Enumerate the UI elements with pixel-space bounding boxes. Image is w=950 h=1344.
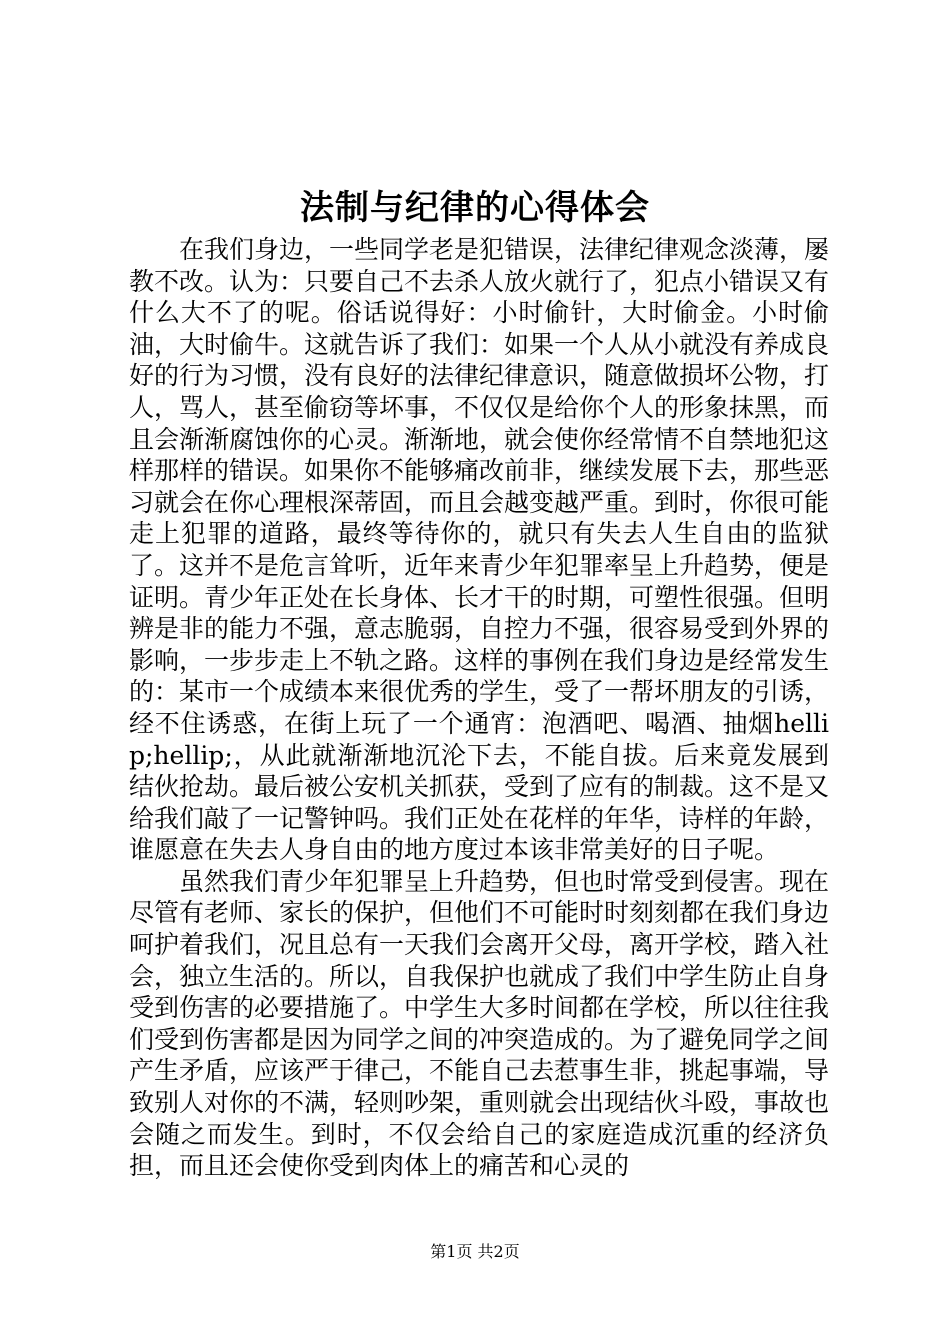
document-body <box>129 234 829 1182</box>
page-number-footer: 第1页 共2页 <box>430 1242 520 1261</box>
paragraph-2: 虽然我们青少年犯罪呈上升趋势，但也时常受到侵害。现在尽管有老师、家长的保护，但他们不可能时时刻刻都在我们身边呵护着我们，况且总有一天我们会离开父母，离开学校，踏入社会，独立生活的。所以，自我保护也就成了我们中学生防止自身受到伤害的必要措施了。中学生大多时间都在学校，所以往往我们受到伤害都是因为同学之间的冲突造成的。为了避免同学之间产生矛盾，应该严于律己，不能自己去惹事生非，挑起事端，导致别人对你的不满，轻则吵架，重则就会出现结伙斗殴，事故也会随之而发生。到时，不仅会给自己的家庭造成沉重的经济负担，而且还会使你受到肉体上的痛苦和心灵的 <box>129 866 830 1181</box>
document-title: 法制与纪律的心得体会 <box>300 188 650 228</box>
paragraph-1: 在我们身边，一些同学老是犯错误，法律纪律观念淡薄，屡教不改。认为：只要自己不去杀人放火就行了，犯点小错误又有什么大不了的呢。俗话说得好：小时偷针，大时偷金。小时偷油，大时偷牛。这就告诉了我们：如果一个人从小就没有养成良好的行为习惯，没有良好的法律纪律意识，随意做损坏公物，打人，骂人，甚至偷窃等坏事，不仅仅是给你个人的形象抹黑，而且会渐渐腐蚀你的心灵。渐渐地，就会使你经常情不自禁地犯这样那样的错误。如果你不能够痛改前非，继续发展下去，那些恶习就会在你心理根深蒂固，而且会越变越严重。到时，你很可能走上犯罪的道路，最终等待你的，就只有失去人生自由的监狱了。这并不是危言耸听，近年来青少年犯罪率呈上升趋势，便是证明。青少年正处在长身体、长才干的时期，可塑性很强。但明辨是非的能力不强，意志脆弱，自控力不强，很容易受到外界的影响，一步步走上不轨之路。这样的事例在我们身边是经常发生的：某市一个成绩本来很优秀的学生，受了一帮坏朋友的引诱，经不住诱惑，在街上玩了一个通宵：泡酒吧、喝酒、抽烟hellip;hellip;，从此就渐渐地沉沦下去，不能自拔。后来竟发展到结伙抢劫。最后被公安机关抓获，受到了应有的制裁。这不是又给我们敲了一记警钟吗。我们正处在花样的年华，诗样的年龄，谁愿意在失去人身自由的地方度过本该非常美好的日子呢。 <box>129 235 830 865</box>
